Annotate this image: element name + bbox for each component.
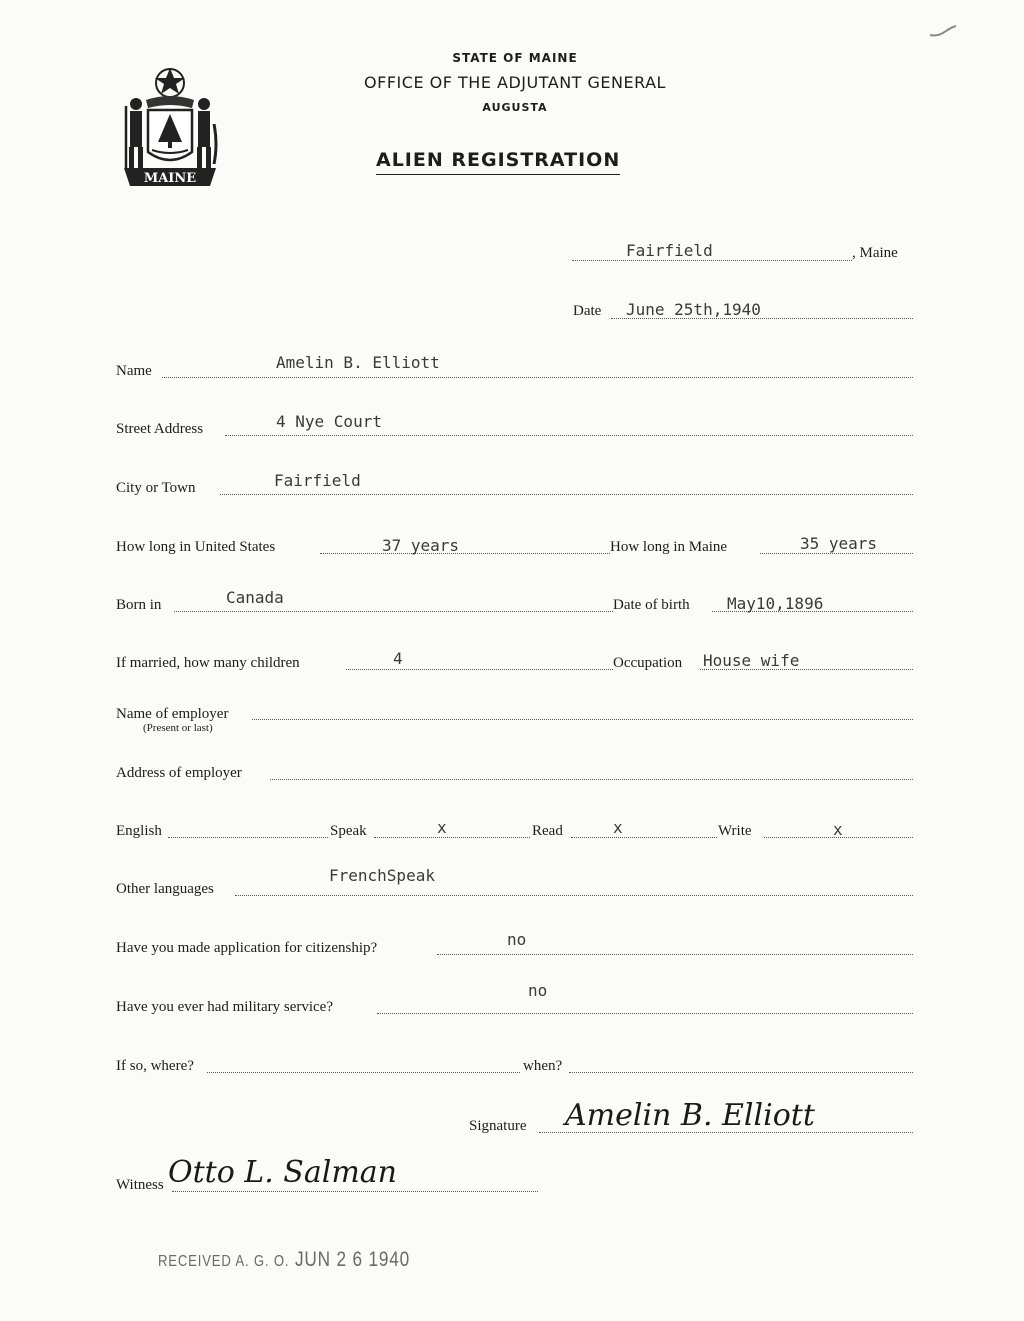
witness-label: Witness (116, 1177, 164, 1193)
employer-sublabel: (Present or last) (143, 722, 213, 734)
born-in-label: Born in (116, 597, 162, 613)
when-label: when? (523, 1058, 563, 1074)
citizenship-value: no (507, 930, 527, 949)
signature-value: Amelin B. Elliott (565, 1098, 815, 1133)
other-languages-value: FrenchSpeak (329, 866, 435, 885)
date-value: June 25th,1940 (626, 300, 761, 319)
born-in-value: Canada (226, 588, 284, 607)
received-stamp-text: RECEIVED A. G. O. (158, 1253, 290, 1270)
employer-address-label: Address of employer (116, 765, 242, 781)
office-heading: OFFICE OF THE ADJUTANT GENERAL (364, 73, 666, 92)
street-value: 4 Nye Court (276, 412, 382, 431)
date-label: Date (573, 303, 602, 319)
maine-duration-label: How long in Maine (610, 539, 728, 555)
seal-banner-text: MAINE (143, 171, 197, 186)
form-title: ALIEN REGISTRATION (376, 149, 620, 175)
state-suffix-label: , Maine (852, 245, 898, 261)
write-label: Write (718, 823, 752, 839)
write-value: x (833, 820, 843, 839)
pencil-mark-icon (928, 24, 958, 38)
occupation-label: Occupation (613, 655, 683, 671)
name-label: Name (116, 363, 152, 379)
street-label: Street Address (116, 421, 204, 437)
city-heading: AUGUSTA (482, 101, 548, 114)
witness-signature: Otto L. Salman (168, 1155, 397, 1190)
read-label: Read (532, 823, 563, 839)
military-value: no (528, 981, 548, 1000)
other-languages-label: Other languages (116, 881, 214, 897)
dob-label: Date of birth (613, 597, 690, 613)
citizenship-label: Have you made application for citizenship? (116, 940, 378, 956)
employer-label: Name of employer (116, 706, 229, 722)
state-heading: STATE OF MAINE (452, 51, 578, 65)
signature-label: Signature (469, 1118, 527, 1134)
military-label: Have you ever had military service? (116, 999, 333, 1015)
children-label: If married, how many children (116, 655, 300, 671)
children-value: 4 (393, 649, 403, 668)
us-duration-value: 37 years (382, 536, 460, 555)
name-value: Amelin B. Elliott (276, 353, 440, 372)
city-value: Fairfield (274, 471, 361, 490)
speak-value: x (437, 818, 447, 837)
received-stamp (158, 1248, 410, 1272)
speak-label: Speak (330, 823, 367, 839)
occupation-value: House wife (703, 651, 800, 670)
maine-duration-value: 35 years (800, 534, 878, 553)
town-value: Fairfield (626, 241, 713, 260)
city-label: City or Town (116, 480, 196, 496)
dob-value: May10,1896 (727, 594, 824, 613)
read-value: x (613, 818, 623, 837)
state-seal-icon (118, 64, 222, 190)
received-stamp-date: JUN 2 6 1940 (294, 1248, 411, 1271)
us-duration-label: How long in United States (116, 539, 276, 555)
english-label: English (116, 823, 162, 839)
where-label: If so, where? (116, 1058, 194, 1074)
